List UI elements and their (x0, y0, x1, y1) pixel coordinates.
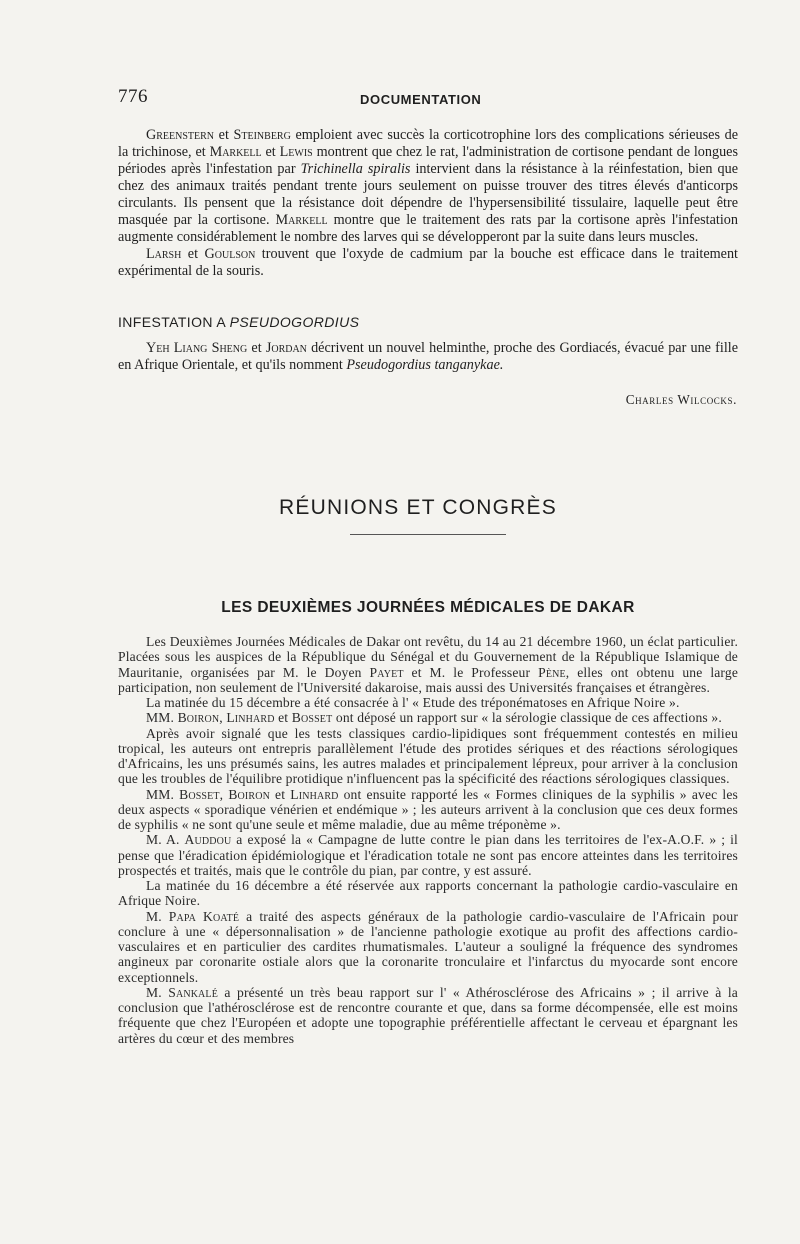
running-head: DOCUMENTATION (360, 92, 482, 107)
intro-paragraph: Larsh et Goulson trouvent que l'oxyde de cadmium par la bouche est efficace dans le traitement expérimental de la souris. (118, 246, 738, 280)
report-paragraph: M. Sankalé a présenté un très beau rapport sur l' « Athérosclérose des Africains » ; il arrive à la conclusion que l'athérosclérose est de rencontre courante et que, dans sa forme décompensée, elle est moins fréquente que chez l'Européen et adopte une topographie préférentielle affectant le cerveau et épargnant les artères du cœur et des membres (118, 984, 738, 1046)
report-paragraph: M. A. Auddou a exposé la « Campagne de lutte contre le pian dans les territoires de l'ex-A.O.F. » ; il pense que l'éradication épidémiologique et l'éradication totale ne sont pas encore atteintes dans les territoires prospectés et traités, mais que le contrôle du pian, par contre, y est assuré. (118, 832, 738, 878)
pseudogordius-section (118, 340, 738, 374)
report-paragraph: Les Deuxièmes Journées Médicales de Dakar ont revêtu, du 14 au 21 décembre 1960, un éclat particulier. Placées sous les auspices de la République du Sénégal et du Gouvernement de la République Islamique de Mauritanie, organisées par M. le Doyen Payet et M. le Professeur Pène, elles ont obtenu une large participation, non seulement de l'Université dakaroise, mais aussi des Universités françaises et étrangères. (118, 634, 738, 695)
congress-report (118, 634, 738, 1046)
intro-section (118, 127, 738, 280)
report-paragraph: MM. Boiron, Linhard et Bosset ont déposé un rapport sur « la sérologie classique de ces affections ». (146, 710, 722, 726)
pseudogordius-paragraph: Yeh Liang Sheng et Jordan décrivent un nouvel helminthe, proche des Gordiacés, évacué par une fille en Afrique Orientale, et qu'ils nomment Pseudogordius tanganykae. (118, 340, 738, 374)
report-paragraph: La matinée du 15 décembre a été consacrée à l' « Etude des tréponématoses en Afrique Noire ». (146, 695, 680, 710)
section-heading: INFESTATION A PSEUDOGORDIUS (118, 314, 360, 330)
author-signature: Charles Wilcocks. (625, 392, 737, 407)
page-number: 776 (118, 86, 148, 107)
report-paragraph: MM. Bosset, Boiron et Linhard ont ensuite rapporté les « Formes cliniques de la syphilis » avec les deux aspects « sporadique vénérien et endémique » ; les auteurs arrivent à la conclusion que ces deux formes de syphilis « ne sont qu'une seule et même maladie, due au même tréponème ». (118, 786, 738, 832)
intro-paragraph: Greenstern et Steinberg emploient avec succès la corticotrophine lors des complications sérieuses de la trichinose, et Markell et Lewis montrent que chez le rat, l'administration de cortisone pendant de longues périodes après l'infestation par Trichinella spiralis intervient dans la résistance à la réinfestation, bien que chez des animaux traités pendant trente jours seulement on puisse trouver des titres élevés d'anticorps circulants. Ils pensent que la résistance doit dépendre de l'hypersensibilité tissulaire, laquelle peut être masquée par la cortisone. Markell montre que le traitement des rats par la cortisone après l'infestation augmente considérablement le nombre des larves qui se développeront par la suite dans leurs muscles. (118, 127, 739, 246)
article-title: LES DEUXIÈMES JOURNÉES MÉDICALES DE DAKAR (221, 599, 635, 616)
report-paragraph: La matinée du 16 décembre a été réservée aux rapports concernant la pathologie cardio-vasculaire en Afrique Noire. (118, 878, 738, 909)
section-title: RÉUNIONS ET CONGRÈS (279, 496, 557, 519)
title-divider (350, 534, 506, 535)
report-paragraph: M. Papa Koaté a traité des aspects généraux de la pathologie cardio-vasculaire de l'Africain pour conclure à une « dépersonnalisation » de l'ancienne pathologie exotique au profit des affections cardio-vasculaires et en particulier des cardites rhumatismales. L'auteur a souligné la fréquence des syndromes angineux par coronarite ostiale alors que la coronarite tronculaire et l'infarctus du myocarde sont encore exceptionnels. (118, 908, 738, 985)
report-paragraph: Après avoir signalé que les tests classiques cardio-lipidiques sont fréquemment contestés en milieu tropical, les auteurs ont entrepris parallèlement l'étude des protides sériques et des réactions sérologiques d'Africains, les uns présumés sains, les autres malades et principalement lépreux, pour arriver à la conclusion que les troubles de l'équilibre protidique n'influencent pas la spécificité des réactions sérologiques classiques. (118, 725, 738, 787)
